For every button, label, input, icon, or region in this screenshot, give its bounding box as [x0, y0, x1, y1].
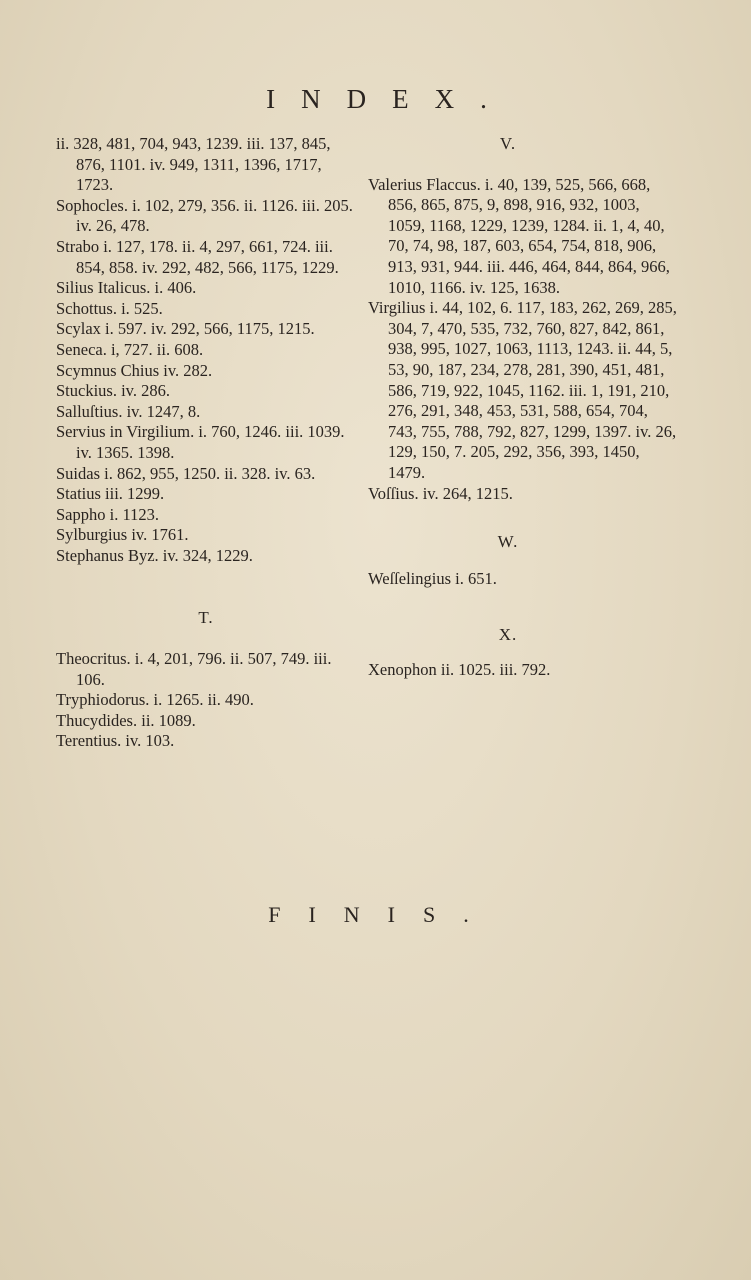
index-entry: Weſſelingius i. 651. [368, 568, 497, 588]
section-heading-w: W. [497, 532, 519, 552]
index-entry: Tryphiodorus. i. 1265. ii. 490. [56, 690, 254, 710]
section-heading-v: V. [499, 134, 517, 153]
index-entry: Stuckius. iv. 286. [56, 381, 170, 401]
index-entry: Seneca. i, 727. ii. 608. [56, 339, 204, 359]
index-entry: Statius iii. 1299. [56, 484, 165, 504]
index-column-right [368, 134, 678, 680]
index-entry: Sappho i. 1123. [56, 504, 159, 524]
index-entry: Schottus. i. 525. [56, 298, 163, 318]
section-heading-t: T. [198, 608, 214, 628]
index-entry: Stephanus Byz. iv. 324, 1229. [56, 545, 253, 565]
index-entry: Thucydides. ii. 1089. [56, 710, 196, 730]
index-entry: Xenophon ii. 1025. iii. 792. [368, 659, 551, 679]
index-entry: Salluſtius. iv. 1247, 8. [56, 401, 201, 421]
index-entry: Scymnus Chius iv. 282. [56, 360, 213, 380]
finis-text: FINIS. [268, 902, 497, 927]
index-entry: Voſſius. iv. 264, 1215. [368, 483, 513, 503]
index-entry: Sylburgius iv. 1761. [56, 525, 189, 545]
index-entry: Silius Italicus. i. 406. [56, 278, 197, 298]
index-column-left [56, 134, 356, 752]
index-entry: Scylax i. 597. iv. 292, 566, 1175, 1215. [56, 319, 315, 339]
index-entry: Servius in Virgilium. i. 760, 1246. iii. 1039. iv. 1365. 1398. [56, 422, 345, 462]
index-entry: Valerius Flaccus. i. 40, 139, 525, 566, 668, 856, 865, 875, 9, 898, 916, 932, 1003, 1059, 1168, 1229, 1239, 1284. ii. 1, 4, 40, 70, 74, 98, 187, 603, 654, 754, 818, 906, 913, 931, 944. iii. 446, 464, 844, 864, 966, 1010, 1166. iv. 125, 1638. [368, 174, 670, 297]
page-title: INDEX. [266, 84, 513, 114]
index-entry: Virgilius i. 44, 102, 6. 117, 183, 262, 269, 285, 304, 7, 470, 535, 732, 760, 827, 842, 861, 938, 995, 1027, 1063, 1113, 1243. ii. 44, 5, 53, 90, 187, 234, 278, 281, 390, 451, 481, 586, 719, 922, 1045, 1162. iii. 1, 191, 210, 276, 291, 348, 453, 531, 588, 654, 704, 743, 755, 788, 792, 827, 1299, 1397. iv. 26, 129, 150, 7. 205, 292, 356, 393, 1450, 1479. [368, 298, 677, 482]
index-entry: ii. 328, 481, 704, 943, 1239. iii. 137, 845, 876, 1101. iv. 949, 1311, 1396, 1717, 1723. [56, 134, 331, 195]
index-entry: Sophocles. i. 102, 279, 356. ii. 1126. iii. 205. iv. 26, 478. [56, 195, 353, 236]
index-entry: Theocritus. i. 4, 201, 796. ii. 507, 749. iii. 106. [56, 649, 332, 689]
index-entry: Strabo i. 127, 178. ii. 4, 297, 661, 724. iii. 854, 858. iv. 292, 482, 566, 1175, 1229. [56, 236, 339, 277]
index-entry: Terentius. iv. 103. [56, 731, 175, 751]
section-heading-x: X. [498, 625, 518, 645]
index-entry: Suidas i. 862, 955, 1250. ii. 328. iv. 63. [56, 463, 316, 483]
